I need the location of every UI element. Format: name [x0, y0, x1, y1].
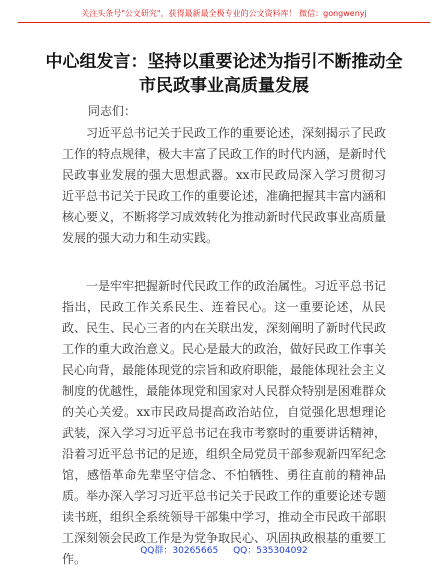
paragraph-political-attribute: 一是牢牢把握新时代民政工作的政治属性。习近平总书记指出，民政工作关系民生、连着民心。这一重要论述，从民政、民生、民心三者的内在关联出发，深刻阐明了新时代民政工作的重大政治意义。民心是最大的政治，做好民政工作事关民心向背，最能体现党的宗旨和政府职能，最能体现社会主义制度的优越性，最能体现党和国家对人民群众特别是困难群众的关心关爱。xx市民政局提高政治站位，自觉强化思想理论武装，深入学习习近平总书记在我市考察时的重要讲话精神，沿着习近平总书记的足迹，组织全局党员干部参观新四军纪念馆，感悟革命先辈坚守信念、不怕牺牲、勇往直前的精神品质。举办深入学习习近平总书记关于民政工作的重要论述专题读书班，组织全系统领导干部集中学习，推动全市民政干部职工深刻领会民政工作是为党争取民心、巩固执政根基的重要工作。: [62, 279, 387, 566]
paragraph-intro: 习近平总书记关于民政工作的重要论述，深刻揭示了民政工作的特点规律，极大丰富了民政工作的时代内涵，是新时代民政事业发展的强大思想武器。xx市民政局深入学习贯彻习近平总书记关于民政工作的重要论述，准确把握其丰富内涵和核心要义，不断将学习成效转化为推动新时代民政事业高质量发展的强大动力和生动实践。: [62, 126, 387, 245]
footer-contact: [0, 543, 448, 556]
salutation: 同志们：: [88, 104, 137, 118]
footer-qq-group: QQ群：30265665: [140, 546, 219, 556]
footer-qq: QQ：535304092: [233, 546, 308, 556]
document-title: 中心组发言：坚持以重要论述为指引不断推动全市民政事业高质量发展: [45, 52, 403, 96]
header-note: 关注头条号"公文研究"，获得最新最全极专业的公文资料库！ 微信：gongwenyj: [18, 8, 430, 23]
